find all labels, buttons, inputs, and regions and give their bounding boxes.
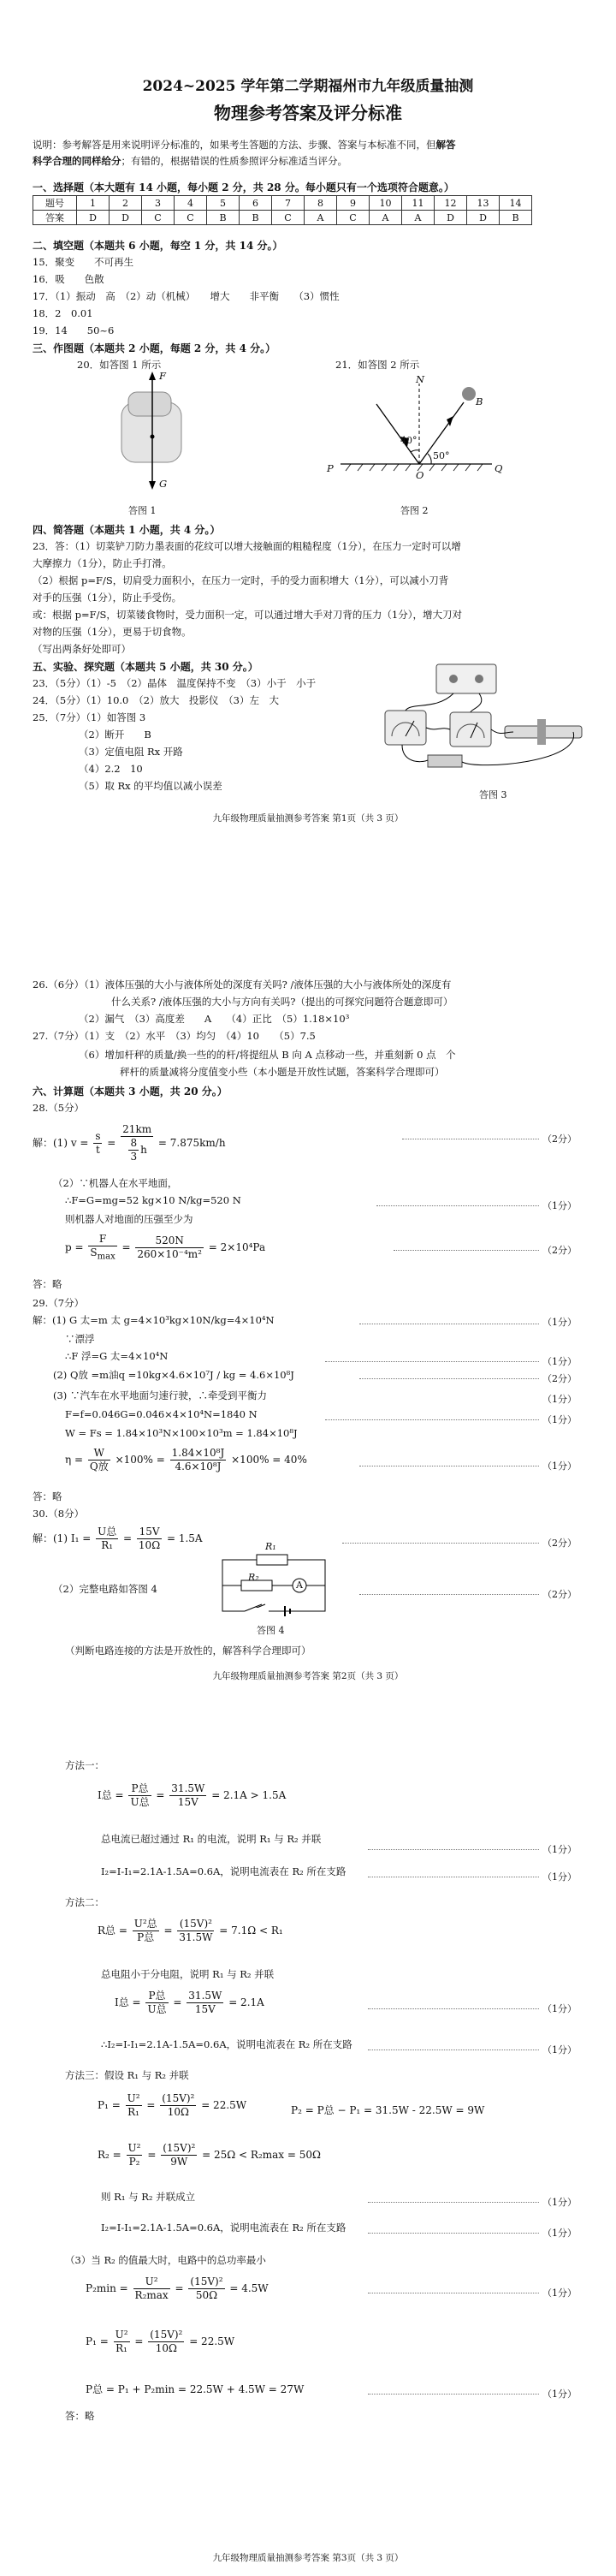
- dotted-leader: [368, 2008, 539, 2009]
- score-1: （1分）: [542, 1871, 577, 1883]
- answer-cell: D: [467, 211, 500, 225]
- denominator: 50Ω: [195, 2289, 218, 2301]
- section-calculation: 六、计算题（本题共 3 小题，共 20 分。）: [33, 1086, 228, 1098]
- eq-part: I总 =: [98, 1789, 124, 1801]
- page-3-footer: 九年级物理质量抽测参考答案 第3页（共 3 页）: [212, 2553, 404, 2563]
- denominator: Q放: [89, 1461, 109, 1472]
- dotted-leader: [368, 2202, 539, 2203]
- numerator: U²总: [133, 1918, 157, 1930]
- denominator: [88, 1246, 116, 1263]
- fraction: [188, 2276, 224, 2302]
- q29-line-3: ∴F 浮=G 太=4×10⁴N: [65, 1350, 169, 1362]
- dotted-leader: [359, 1594, 539, 1595]
- numerator: U总: [98, 1526, 117, 1538]
- figure-2-caption: 答图 2: [400, 505, 429, 516]
- q29-line-4: (2) Q放 =m油q =10kg×4.6×10⁷J / kg = 4.6×10⁸J: [53, 1369, 294, 1381]
- question-number-cell: 9: [337, 196, 370, 211]
- eq-part: R总 =: [98, 1925, 127, 1936]
- part-3-equation-1: [86, 2276, 269, 2302]
- answer-cell: C: [337, 211, 370, 225]
- denominator: 10Ω: [138, 1539, 161, 1551]
- eq-part: =: [123, 1532, 133, 1544]
- fraction: [88, 1233, 116, 1263]
- score-1: （1分）: [542, 2228, 577, 2239]
- numerator: 1.84×10⁸J: [171, 1447, 225, 1459]
- dotted-leader: [342, 1543, 539, 1544]
- part-3-head: （3）当 R₂ 的值最大时，电路中的总功率最小: [65, 2254, 266, 2266]
- eq-part: P₁ =: [98, 2099, 121, 2111]
- fill-15: 15．聚变 不可再生: [33, 256, 134, 268]
- scoring-note: [33, 137, 580, 170]
- numerator: W: [88, 1447, 110, 1461]
- section-fill: 二、填空题（本题共 6 小题，每空 1 分，共 14 分。）: [33, 240, 283, 252]
- solution-label: 解：(1): [33, 1532, 68, 1544]
- q23-line-3: （2）根据 p=F/S，切肩受力面积小，在压力一定时，手的受力面积增大（1分），可以减小刀背: [33, 574, 449, 586]
- denominator: P总: [137, 1931, 155, 1943]
- choice-answer-table: [33, 195, 532, 225]
- dotted-leader: [325, 1361, 539, 1362]
- fraction: [133, 1918, 159, 1944]
- fraction: [96, 1526, 118, 1552]
- q23-line-6: 对物的压强（1分），更易于切食物。: [33, 626, 192, 638]
- eq-part: P₂min =: [86, 2282, 128, 2294]
- score-1: （1分）: [542, 2197, 577, 2208]
- point-o-label: O: [416, 469, 424, 481]
- fraction: [148, 2329, 184, 2355]
- method-1-equation: [98, 1782, 286, 1809]
- method-1-label: 方法一：: [65, 1759, 104, 1771]
- q27-line-3: 秤杆的质量减将分度值变小些（本小题是开放性试题，答案科学合理即可）: [120, 1066, 445, 1078]
- q23-line-5: 或：根据 p=F/S，切菜镂食物时，受力面积一定，可以通过增大手对刀背的压力（1分），增大刀对: [33, 609, 462, 621]
- score-1: （1分）: [542, 1200, 577, 1211]
- method-2-line-3: ∴I₂=I-I₁=2.1A-1.5A=0.6A，说明电流表在 R₂ 所在支路: [101, 2038, 352, 2050]
- denominator: U总: [130, 1796, 150, 1808]
- note-text: 说明：参考解答是用来说明评分标准的，如果考生答题的方法、步骤、答案与本标准不同，但: [33, 139, 436, 151]
- fill-18: 18．2 0.01: [33, 307, 93, 319]
- eq-result: = 7.1Ω < R₁: [219, 1925, 283, 1936]
- q28-line-3: ∴F=G=mg=52 kg×10 N/kg=520 N: [65, 1194, 241, 1206]
- q28-answer: 答：略: [33, 1278, 62, 1290]
- score-1: （1分）: [542, 2287, 577, 2299]
- dotted-leader: [368, 1849, 539, 1850]
- dotted-leader: [394, 1250, 539, 1251]
- eq-part: =: [163, 1925, 173, 1936]
- q23b-line: 23．（5分）（1）-5 （2）晶体 温度保持不变 （3）小于 小于: [33, 677, 317, 689]
- dotted-leader: [368, 2049, 539, 2050]
- point-q-label: Q: [495, 462, 503, 474]
- denominator: t: [95, 1144, 100, 1156]
- q30-equation-1: [33, 1526, 203, 1552]
- denominator: 260×10⁻⁴m²: [137, 1248, 202, 1261]
- numerator: (15V)²: [177, 1918, 214, 1931]
- question-number-cell: 6: [240, 196, 272, 211]
- denominator: U总: [147, 2003, 167, 2015]
- score-1: （1分）: [542, 1356, 577, 1367]
- eq-part: =: [175, 2282, 184, 2294]
- table-head-label: 题号: [33, 196, 77, 211]
- answer-cell: B: [500, 211, 532, 225]
- eq-part: I₁ =: [70, 1532, 92, 1544]
- answer-cell: C: [272, 211, 305, 225]
- fraction: [133, 2276, 170, 2302]
- figure-2-reflection-diagram: [325, 368, 505, 484]
- point-p-label: P: [327, 462, 334, 474]
- fraction: [169, 1782, 206, 1809]
- numerator: 8: [130, 1137, 138, 1149]
- q29-answer: 答：略: [33, 1490, 62, 1502]
- score-1: （1分）: [542, 2003, 577, 2014]
- answer-cell: D: [110, 211, 142, 225]
- score-1: （1分）: [542, 1461, 577, 1472]
- question-number-cell: 10: [370, 196, 402, 211]
- numerator: 15V: [137, 1526, 162, 1539]
- q25-line-4: （5）取 Rx 的平均值以减小误差: [79, 780, 222, 792]
- force-f-label: F: [159, 370, 166, 382]
- q30-head: 30.（8分）: [33, 1508, 85, 1520]
- fraction: [177, 1918, 214, 1944]
- q29-line-1: 解：(1) G 太=m 太 g=4×10³kg×10N/kg=4×10⁴N: [33, 1314, 275, 1326]
- numerator: 520N: [135, 1234, 204, 1248]
- question-number-cell: 14: [500, 196, 532, 211]
- q26-line-3: （2）漏气 （3）高度差 A （4）正比 （5）1.18×10³: [79, 1013, 350, 1025]
- force-g-label: G: [159, 478, 168, 490]
- dotted-leader: [325, 1419, 539, 1420]
- fraction: [121, 1123, 153, 1163]
- score-2: （2分）: [542, 1245, 577, 1256]
- answer-cell: B: [240, 211, 272, 225]
- question-number-cell: 1: [77, 196, 110, 211]
- eq-result: = 7.875km/h: [157, 1137, 226, 1149]
- answer-cell: C: [142, 211, 175, 225]
- score-1: （1分）: [542, 1844, 577, 1855]
- eq-part: =: [146, 2099, 156, 2111]
- denominator: 4.6×10⁸J: [175, 1461, 222, 1472]
- denominator: 10Ω: [155, 2342, 177, 2354]
- eq-result: = 2.1A: [228, 1996, 264, 2008]
- fraction: [114, 2329, 130, 2355]
- denominator: R₁: [127, 2106, 139, 2118]
- eq-part: =: [156, 1789, 165, 1801]
- q28-head: 28.（5分）: [33, 1102, 85, 1114]
- eq-part: =: [134, 2335, 144, 2347]
- q25-line-1: （2）断开 B: [79, 729, 151, 741]
- q26-line-1: 26.（6分）（1）液体压强的大小与液体所处的深度有关吗? /液体压强的大小与液体所处的深度有: [33, 979, 452, 991]
- q20-label: 20．如答图 1 所示: [77, 359, 162, 371]
- q21-label: 21．如答图 2 所示: [335, 359, 420, 371]
- fill-16: 16．吸 色散: [33, 273, 104, 285]
- dotted-leader: [376, 1205, 539, 1206]
- point-b-label: B: [476, 396, 483, 408]
- q29-line-5: (3) ∵汽车在水平地面匀速行驶，∴牵受到平衡力: [53, 1389, 267, 1401]
- eq-result: = 2×10⁴Pa: [208, 1241, 266, 1254]
- part-3-total-power: P总 = P₁ + P₂min = 22.5W + 4.5W = 27W: [86, 2383, 305, 2395]
- method-2-equation-2: [115, 1990, 264, 2016]
- eq-part: I总 =: [115, 1996, 141, 2008]
- numerator: P总: [128, 1782, 151, 1796]
- denominator: R₁: [101, 1539, 114, 1551]
- method-2-line-2: 总电阻小于分电阻，说明 R₁ 与 R₂ 并联: [101, 1968, 275, 1980]
- r1-label: R₁: [265, 1541, 276, 1552]
- eq-result: = 22.5W: [201, 2099, 247, 2111]
- question-number-cell: 4: [175, 196, 207, 211]
- q23-line-7: （写出两条好处即可）: [33, 643, 131, 655]
- q27-line-2: （6）增加杆秤的质量/换一些的的杆/将提纽从 B 向 A 点移动一些，并重刻新 0 点 个: [79, 1049, 456, 1061]
- denominator: 3: [130, 1151, 138, 1163]
- section-drawing: 三、作图题（本题共 2 小题，每题 2 分，共 4 分。）: [33, 342, 276, 354]
- score-2: （2分）: [542, 1373, 577, 1384]
- method-3-line-4: I₂=I-I₁=2.1A-1.5A=0.6A，说明电流表在 R₂ 所在支路: [101, 2222, 346, 2234]
- solution-label: 解：(1): [33, 1137, 68, 1149]
- eq-part: R₂ =: [98, 2149, 121, 2161]
- eq-result: = 4.5W: [229, 2282, 269, 2294]
- score-1: （1分）: [542, 2044, 577, 2055]
- numerator: U²: [133, 2276, 170, 2289]
- answer-cell: B: [207, 211, 240, 225]
- numerator: F: [88, 1233, 116, 1246]
- q25-head: 25．（7分）（1）如答图 3: [33, 711, 146, 723]
- q29-head: 29.（7分）: [33, 1297, 85, 1309]
- answer-cell: A: [402, 211, 435, 225]
- q28-line-2: （2）∵机器人在水平地面，: [53, 1177, 178, 1189]
- ammeter-label: A: [296, 1580, 303, 1591]
- part-3-equation-2: [86, 2329, 234, 2355]
- q25-line-3: （4）2.2 10: [79, 763, 143, 775]
- question-number-cell: 12: [435, 196, 467, 211]
- section-short-answer: 四、简答题（本题共 1 小题，共 4 分。）: [33, 524, 221, 536]
- r2-label: R₂: [248, 1572, 259, 1583]
- fraction: [128, 1782, 151, 1809]
- page-1-footer: 九年级物理质量抽测参考答案 第1页（共 3 页）: [212, 813, 404, 824]
- method-3-line-3: 则 R₁ 与 R₂ 并联成立: [101, 2191, 196, 2203]
- q29-line-6: F=f=0.046G=0.046×4×10⁴N=1840 N: [65, 1408, 258, 1420]
- answer-title: 物理参考答案及评分标准: [214, 103, 402, 123]
- score-1: （1分）: [542, 1414, 577, 1425]
- q30-line-2: （2）完整电路如答图 4: [53, 1583, 157, 1595]
- method-2-equation-1: [98, 1918, 283, 1944]
- numerator: U²: [115, 2329, 128, 2341]
- question-number-cell: 2: [110, 196, 142, 211]
- question-number-cell: 7: [272, 196, 305, 211]
- note-bold-2: 科学合理的同样给分: [33, 155, 121, 167]
- answer-cell: A: [305, 211, 337, 225]
- figure-1-caption: 答图 1: [128, 505, 157, 516]
- figure-4-caption: 答图 4: [257, 1625, 285, 1636]
- numerator: (15V)²: [163, 2142, 196, 2154]
- numerator: (15V)²: [150, 2329, 183, 2341]
- question-number-cell: 3: [142, 196, 175, 211]
- unit: h: [140, 1144, 147, 1156]
- score-1: （1分）: [542, 1317, 577, 1328]
- table-answer-label: 答案: [33, 211, 77, 225]
- dotted-leader: [368, 2394, 539, 2395]
- denominator: 31.5W: [179, 1931, 213, 1943]
- part-3-answer: 答：略: [65, 2410, 95, 2422]
- numerator: (15V)²: [190, 2276, 223, 2287]
- answer-cell: D: [77, 211, 110, 225]
- eq-part: =: [147, 2149, 157, 2161]
- fraction: [88, 1447, 110, 1473]
- fraction: [161, 2142, 197, 2168]
- question-number-cell: 13: [467, 196, 500, 211]
- method-3-label: 方法三：假设 R₁ 与 R₂ 并联: [65, 2069, 189, 2081]
- denominator: P₂: [128, 2156, 140, 2168]
- q28-equation-2: p = $\frac{F}{S_{max}}$ = $\frac{520N}{\text{260×10⁻⁴m²}}$ = 2×10⁴Pa: [65, 1233, 266, 1262]
- fraction: [127, 2142, 143, 2168]
- den-text: S: [90, 1246, 98, 1258]
- q29-efficiency-equation: [65, 1447, 307, 1473]
- q27-line-1: 27.（7分）（1）支 （2）水平 （3）均匀 （4）10 （5）7.5: [33, 1030, 316, 1042]
- eq-result: = 25Ω < R₂max = 50Ω: [202, 2149, 321, 2161]
- numerator: (15V)²: [162, 2092, 195, 2104]
- note-bold: 解答: [435, 139, 456, 151]
- score-2: （2分）: [542, 1589, 577, 1600]
- denominator: R₂max: [134, 2289, 169, 2301]
- dotted-leader: [368, 2233, 539, 2234]
- figure-3-circuit-apparatus: [376, 659, 590, 779]
- fill-17: 17．（1）振动 高 （2）动（机械） 增大 非平衡 （3）惯性: [33, 290, 340, 302]
- denominator: 10Ω: [167, 2106, 189, 2118]
- fraction: [93, 1130, 102, 1157]
- eq-part: p =: [65, 1241, 84, 1254]
- method-3-equation-1: [98, 2092, 246, 2119]
- eq-part: v =: [70, 1137, 89, 1149]
- fraction: [145, 1990, 168, 2016]
- denominator: [121, 1137, 153, 1163]
- eq-result: = 2.1A > 1.5A: [211, 1789, 287, 1801]
- score-2: （2分）: [542, 1538, 577, 1549]
- answer-cell: D: [435, 211, 467, 225]
- q25-line-2: （3）定值电阻 Rx 开路: [79, 746, 183, 758]
- fraction: [126, 2092, 142, 2119]
- dotted-leader: [359, 1378, 539, 1379]
- q23-line-1: 23．答：（1）切菜铲刀防力墨表面的花纹可以增大接触面的粗糙程度（1分），在压力一定时可以增: [33, 540, 461, 552]
- answer-cell: C: [175, 211, 207, 225]
- eq-result: = 1.5A: [166, 1532, 203, 1544]
- denominator: 15V: [194, 2003, 216, 2015]
- figure-1-force-diagram: [103, 368, 205, 492]
- q24-line: 24．（5分）（1）10.0 （2）放大 投影仪 （3）左 大: [33, 694, 280, 706]
- score-1: （1分）: [542, 1394, 577, 1405]
- eq-part: η =: [65, 1454, 84, 1466]
- numerator: s: [95, 1130, 101, 1142]
- method-1-line-3: I₂=I-I₁=2.1A-1.5A=0.6A，说明电流表在 R₂ 所在支路: [101, 1865, 346, 1877]
- question-number-cell: 8: [305, 196, 337, 211]
- numerator: 21km: [122, 1123, 152, 1135]
- note-text-2: ；有错的，根据错误的性质参照评分标准适当评分。: [121, 155, 347, 167]
- score-1: （1分）: [542, 2389, 577, 2400]
- q30-note: （判断电路连接的方法是开放性的，解答科学合理即可）: [65, 1645, 311, 1657]
- fraction: [128, 1137, 139, 1163]
- denominator: 15V: [177, 1796, 198, 1808]
- q28-line-4: 则机器人对地面的压强至少为: [65, 1213, 193, 1225]
- q29-line-7: W = Fs = 1.84×10³N×100×10³m = 1.84×10⁸J: [65, 1427, 298, 1439]
- method-3-equation-2: [98, 2142, 321, 2168]
- eq-part: P₁ =: [86, 2335, 109, 2347]
- answer-cell: A: [370, 211, 402, 225]
- method-2-label: 方法二：: [65, 1896, 104, 1908]
- q29-line-2: ∵漂浮: [65, 1333, 95, 1345]
- numerator: U²: [127, 2092, 140, 2104]
- fraction: [170, 1447, 227, 1473]
- question-number-cell: 11: [402, 196, 435, 211]
- denominator: R₁: [116, 2342, 127, 2354]
- normal-n-label: N: [416, 373, 425, 385]
- q23-line-2: 大摩擦力（1分），防止手打滑。: [33, 557, 172, 569]
- fraction: [137, 1526, 162, 1552]
- method-3-p2-equation: P₂ = P总 − P₁ = 31.5W - 22.5W = 9W: [291, 2104, 485, 2116]
- figure-3-caption: 答图 3: [479, 789, 507, 800]
- answer-page-2: [0, 856, 616, 1687]
- section-choice: 一、选择题（本大题有 14 小题，每小题 2 分，共 28 分。每小题只有一个选项符合题意。）: [33, 181, 454, 193]
- score-2: （2分）: [542, 1133, 577, 1145]
- eq-part: =: [173, 1996, 182, 2008]
- eq-result: = 22.5W: [189, 2335, 235, 2347]
- q26-line-2: 什么关系? /液体压强的大小与方向有关吗?（提出的可探究问题符合题意即可）: [111, 996, 453, 1008]
- eq-part: ×100% =: [115, 1454, 165, 1466]
- exam-title: 2024~2025 学年第二学期福州市九年级质量抽测: [142, 78, 474, 95]
- numerator: U²: [127, 2142, 141, 2154]
- fraction: [187, 1990, 223, 2016]
- answer-page-3: [0, 1704, 616, 2576]
- angle-40-label: 40°: [400, 435, 418, 446]
- den-sub: max: [97, 1252, 116, 1262]
- answer-page-1: [0, 0, 616, 822]
- angle-50-label: 50°: [433, 450, 450, 461]
- denominator: 9W: [170, 2156, 188, 2168]
- fraction: [135, 1234, 204, 1261]
- numerator: 31.5W: [188, 1990, 222, 2002]
- figure-4-circuit-diagram: [214, 1551, 334, 1620]
- fraction: [160, 2092, 196, 2119]
- method-1-line-2: 总电流已超过通过 R₁ 的电流，说明 R₁ 与 R₂ 并联: [101, 1833, 322, 1845]
- q23-line-4: 对手的压强（1分），防止手受伤。: [33, 592, 182, 604]
- question-number-cell: 5: [207, 196, 240, 211]
- page-2-footer: 九年级物理质量抽测参考答案 第2页（共 3 页）: [212, 1671, 404, 1681]
- numerator: 31.5W: [171, 1782, 205, 1794]
- section-experiment: 五、实验、探究题（本题共 5 小题，共 30 分。）: [33, 661, 258, 673]
- q28-equation-1: 解：(1) v = $\frac{s}{t}$ = 21km $\frac{8}{3}$ h = 7.875km/h: [33, 1123, 226, 1163]
- eq-result: ×100% = 40%: [231, 1454, 307, 1466]
- numerator: P总: [145, 1990, 168, 2003]
- fill-19: 19．14 50~6: [33, 324, 115, 336]
